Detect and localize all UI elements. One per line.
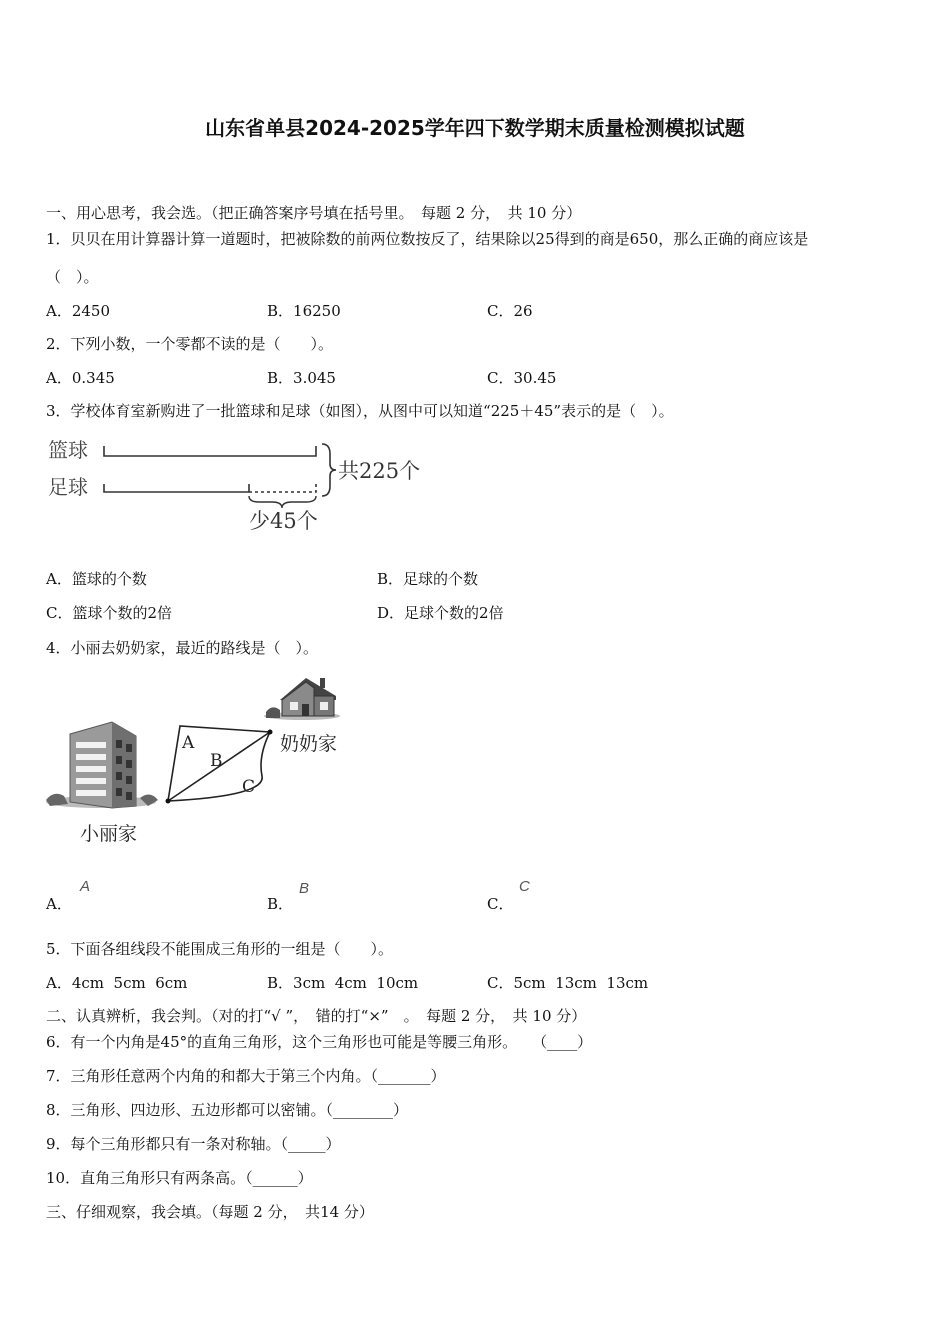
total-brace: [322, 444, 336, 496]
question-4-text: 4．小丽去奶奶家，最近的路线是（ ）。: [46, 639, 319, 657]
xiaoli-home-label: 小丽家: [80, 823, 138, 845]
question-9-text: 9．每个三角形都只有一条对称轴。（_____）: [46, 1135, 341, 1153]
ball-line-diagram: [44, 432, 444, 542]
q4-option-b: B．: [267, 895, 294, 913]
end-point: [268, 730, 273, 735]
route-c-label: C: [242, 777, 256, 797]
section-1-heading: 一、用心思考，我会选。（把正确答案序号填在括号里。 每题 2 分， 共 10 分）: [46, 204, 582, 222]
basketball-label: 篮球: [48, 438, 88, 462]
q1-option-b: B．16250: [267, 302, 341, 320]
q4-option-a-value: A: [80, 878, 91, 895]
q3-option-a: A．篮球的个数: [46, 570, 147, 588]
question-3-text: 3．学校体育室新购进了一批篮球和足球（如图），从图中可以知道“225＋45”表示的是（ ）。: [46, 402, 674, 420]
q3-option-c: C．篮球个数的2倍: [46, 604, 173, 622]
total-label: 共225个: [338, 459, 421, 483]
q5-option-b: B．3cm 4cm 10cm: [267, 974, 419, 992]
q3-option-b: B．足球的个数: [377, 570, 479, 588]
route-map: [44, 672, 364, 854]
basketball-segment: [104, 446, 316, 456]
section-3-heading: 三、仔细观察，我会填。（每题 2 分， 共14 分）: [46, 1203, 374, 1221]
less-label: 少45个: [249, 509, 318, 533]
grandma-home-label: 奶奶家: [280, 733, 338, 755]
question-10-text: 10．直角三角形只有两条高。（______）: [46, 1169, 313, 1187]
missing-segment: [249, 484, 316, 492]
question-8-text: 8．三角形、四边形、五边形都可以密铺。（________）: [46, 1101, 409, 1119]
q4-option-c: C．: [487, 895, 514, 913]
house-icon: [264, 678, 340, 720]
football-label: 足球: [48, 475, 88, 499]
question-6-text: 6．有一个内角是45°的直角三角形，这个三角形也可能是等腰三角形。 （____）: [46, 1033, 593, 1051]
football-segment: [104, 484, 249, 492]
q1-option-a: A．2450: [46, 302, 111, 320]
start-point: [166, 799, 171, 804]
question-2-text: 2．下列小数，一个零都不读的是（ ）。: [46, 335, 334, 353]
q4-option-c-value: C: [519, 878, 530, 895]
question-1-text: 1．贝贝在用计算器计算一道题时，把被除数的前两位数按反了，结果除以25得到的商是650，那么正确的商应该是: [46, 230, 809, 248]
question-7-text: 7．三角形任意两个内角的和都大于第三个内角。（_______）: [46, 1067, 446, 1085]
q2-option-c: C．30.45: [487, 369, 557, 387]
apartment-building-icon: [46, 722, 158, 808]
q5-option-a: A．4cm 5cm 6cm: [46, 974, 188, 992]
q2-option-a: A．0.345: [46, 369, 115, 387]
route-a-label: A: [182, 733, 195, 753]
question-1-text-cont: （ ）。: [46, 268, 99, 286]
q2-option-b: B．3.045: [267, 369, 336, 387]
q3-option-d: D．足球个数的2倍: [377, 604, 504, 622]
q4-option-b-value: B: [299, 880, 310, 897]
question-5-text: 5．下面各组线段不能围成三角形的一组是（ ）。: [46, 940, 394, 958]
less-brace: [249, 496, 316, 508]
route-b-label: B: [210, 751, 223, 771]
q1-option-c: C．26: [487, 302, 533, 320]
q5-option-c: C．5cm 13cm 13cm: [487, 974, 649, 992]
page-title: 山东省单县2024-2025学年四下数学期末质量检测模拟试题: [205, 116, 745, 140]
section-2-heading: 二、认真辨析，我会判。（对的打“√ ”， 错的打“×” 。 每题 2 分， 共 10 分）: [46, 1007, 587, 1025]
q4-option-a: A．: [46, 895, 72, 913]
